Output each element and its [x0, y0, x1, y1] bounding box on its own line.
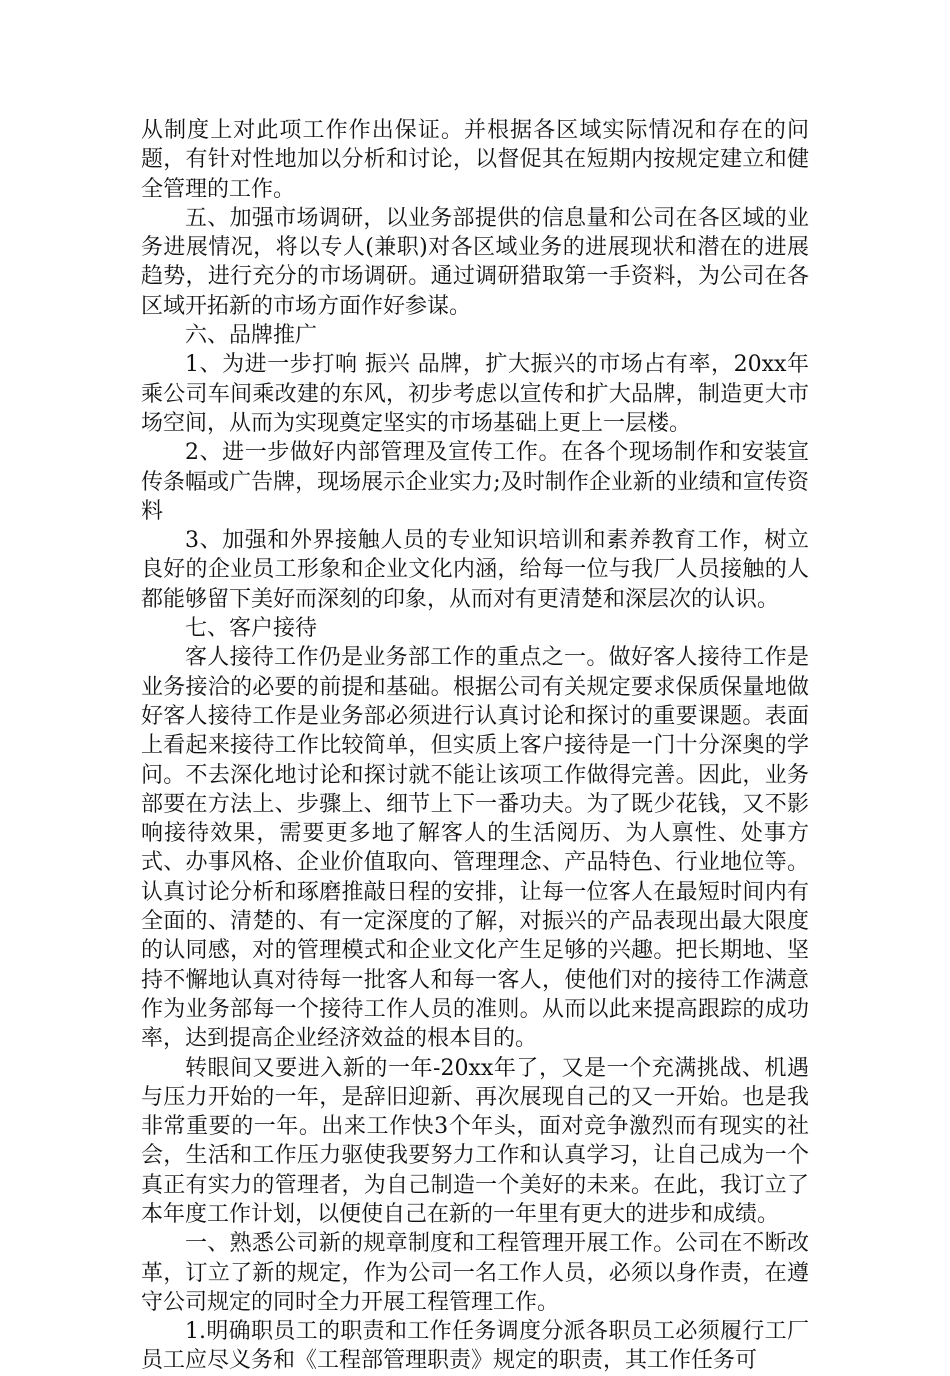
paragraph-2: 五、加强市场调研，以业务部提供的信息量和公司在各区域的业务进展情况，将以专人(兼职)对各区域业务的进展现状和潜在的进展趋势，进行充分的市场调研。通过调研猎取第一手资料，为公司在各区域开拓新的市场方面作好参谋。	[141, 205, 809, 319]
document-body	[141, 116, 809, 1376]
paragraph-5: 2、进一步做好内部管理及宣传工作。在各个现场制作和安装宣传条幅或广告牌，现场展示企业实力;及时制作企业新的业绩和宣传资料	[141, 440, 809, 524]
paragraph-4: 1、为进一步打响 振兴 品牌，扩大振兴的市场占有率，20xx年乘公司车间乘改建的东风，初步考虑以宣传和扩大品牌，制造更大市场空间，从而为实现奠定坚实的市场基础上更上一层楼。	[141, 352, 809, 436]
paragraph-9: 转眼间又要进入新的一年-20xx年了，又是一个充满挑战、机遇与压力开始的一年，是辞旧迎新、再次展现自己的又一开始。也是我非常重要的一年。出来工作快3个年头，面对竞争激烈而有现实的社会，生活和工作压力驱使我要努力工作和认真学习，让自己成为一个真正有实力的管理者，为自己制造一个美好的未来。在此，我订立了本年度工作计划，以便使自己在新的一年里有更大的进步和成绩。	[141, 1055, 809, 1227]
section-heading-brand: 六、品牌推广	[185, 323, 318, 349]
paragraph-1: 从制度上对此项工作作出保证。并根据各区域实际情况和存在的问题，有针对性地加以分析和讨论，以督促其在短期内按规定建立和健全管理的工作。	[141, 118, 809, 202]
paragraph-8: 客人接待工作仍是业务部工作的重点之一。做好客人接待工作是业务接洽的必要的前提和基础。根据公司有关规定要求保质保量地做好客人接待工作是业务部必须进行认真讨论和探讨的重要课题。表面上看起来接待工作比较简单，但实质上客户接待是一门十分深奥的学问。不去深化地讨论和探讨就不能让该项工作做得完善。因此，业务部要在方法上、步骤上、细节上下一番功夫。为了既少花钱，又不影响接待效果，需要更多地了解客人的生活阅历、为人禀性、处事方式、办事风格、企业价值取向、管理理念、产品特色、行业地位等。认真讨论分析和琢磨推敲日程的安排，让每一位客人在最短时间内有全面的、清楚的、有一定深度的了解，对振兴的产品表现出最大限度的认同感，对的管理模式和企业文化产生足够的兴趣。把长期地、坚持不懈地认真对待每一批客人和每一客人，使他们对的接待工作满意作为业务部每一个接待工作人员的准则。从而以此来提高跟踪的成功率，达到提高企业经济效益的根本目的。	[141, 645, 809, 1052]
paragraph-6: 3、加强和外界接触人员的专业知识培训和素养教育工作，树立良好的企业员工形象和企业文化内涵，给每一位与我厂人员接触的人都能够留下美好而深刻的印象，从而对有更清楚和深层次的认识。	[141, 528, 809, 612]
paragraph-11: 1.明确职员工的职责和工作任务调度分派各职员工必须履行工厂员工应尽义务和《工程部管理职责》规定的职责，其工作任务可	[141, 1319, 809, 1374]
paragraph-10: 一、熟悉公司新的规章制度和工程管理开展工作。公司在不断改革，订立了新的规定，作为公司一名工作人员，必须以身作责，在遵守公司规定的同时全力开展工程管理工作。	[141, 1231, 809, 1315]
section-heading-reception: 七、客户接待	[185, 616, 318, 642]
